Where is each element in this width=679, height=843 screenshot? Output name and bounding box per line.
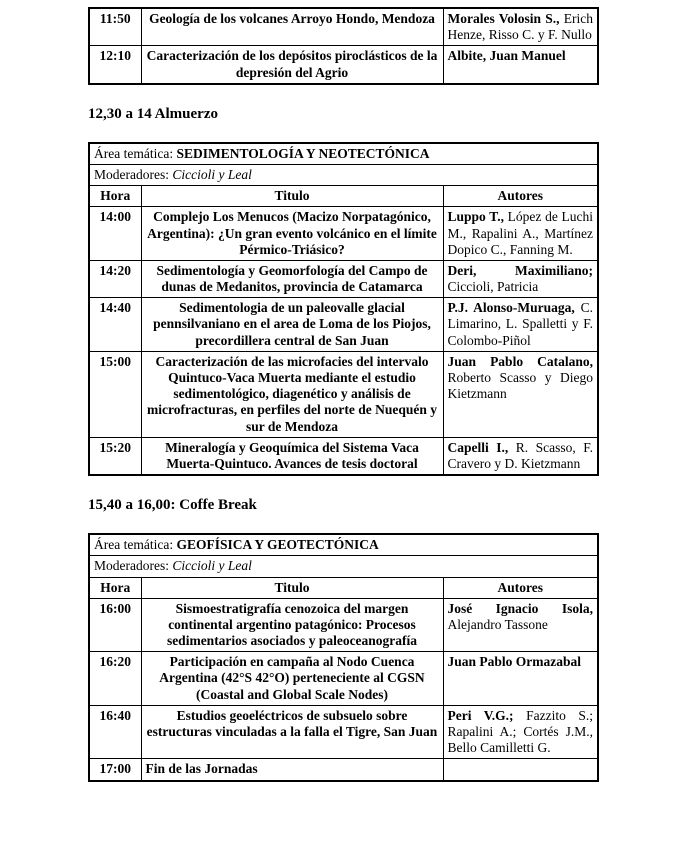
session-time: 12:10	[89, 46, 141, 84]
session-title: Geología de los volcanes Arroyo Hondo, Mendoza	[141, 8, 443, 46]
session-authors-lead: Juan Pablo Catalano,	[447, 353, 593, 369]
area-label: Área temática:	[94, 537, 174, 553]
session-authors-rest: C. Limarino, L. Spalletti y F. Colombo-Piñol	[447, 300, 593, 348]
hora-column-header: Hora	[89, 186, 141, 207]
area-value: GEOFÍSICA Y GEOTECTÓNICA	[176, 537, 379, 553]
session-time: 14:00	[89, 207, 141, 261]
autores-column-header: Autores	[443, 577, 598, 598]
session-authors-rest: Ciccioli, Patricia	[447, 279, 539, 295]
session-time: 17:00	[89, 759, 141, 781]
moderators-row	[89, 556, 598, 577]
area-tematica-row	[89, 143, 598, 165]
session-authors	[443, 207, 598, 261]
moderators-label: Moderadores:	[94, 166, 169, 182]
session-authors-lead: Albite, Juan Manuel	[447, 48, 566, 64]
session-authors	[443, 46, 598, 84]
session-row	[89, 46, 598, 84]
session-row	[89, 598, 598, 652]
session-time: 16:00	[89, 598, 141, 652]
session-time: 14:20	[89, 260, 141, 297]
session-authors	[443, 260, 598, 297]
session-authors-lead: P.J. Alonso-Muruaga,	[447, 300, 575, 316]
session-time: 16:40	[89, 705, 141, 759]
titulo-column-header: Titulo	[141, 577, 443, 598]
moderators-cell	[89, 164, 598, 185]
area-tematica-row	[89, 534, 598, 556]
session-row	[89, 298, 598, 352]
session-row	[89, 351, 598, 437]
session-authors-rest: López de Luchi M., Rapalini A., Martínez Dopico C., Fanning M.	[447, 209, 594, 257]
session-authors-rest: Roberto Scasso y Diego Kietzmann	[447, 370, 593, 402]
session-row	[89, 437, 598, 475]
session-title: Caracterización de los depósitos piroclásticos de la depresión del Agrio	[141, 46, 443, 84]
session-authors-lead: Juan Pablo Ormazabal	[447, 654, 582, 670]
session-authors	[443, 351, 598, 437]
session-authors-lead: Deri, Maximiliano;	[447, 262, 593, 278]
session-authors-lead: Morales Volosin S.,	[447, 11, 560, 26]
session-time: 15:20	[89, 437, 141, 475]
session-row	[89, 652, 598, 706]
session-title: Sismoestratigrafía cenozoica del margen continental argentino patagónico: Procesos sedimentarios asociados y paleoceanografía	[141, 598, 443, 652]
session-authors-rest: Fazzito S.; Rapalini A.; Cortés J.M., Bello Camilletti G.	[447, 707, 594, 756]
session-row	[89, 759, 598, 781]
area-tematica-cell	[89, 143, 598, 165]
column-header-row	[89, 577, 598, 598]
area-label: Área temática:	[94, 145, 174, 161]
page-content	[88, 7, 597, 782]
session-authors	[443, 437, 598, 475]
session-authors-rest: Alejandro Tassone	[447, 616, 548, 632]
session-authors	[443, 8, 598, 46]
session-title: Complejo Los Menucos (Macizo Norpatagónico, Argentina): ¿Un gran evento volcánico en el límite Pérmico-Triásico?	[141, 207, 443, 261]
coffee-break-heading: 15,40 a 16,00: Coffe Break	[88, 497, 257, 514]
session-title: Participación en campaña al Nodo Cuenca Argentina (42°S 42°O) perteneciente al CGSN (Coastal and Global Scale Nodes)	[141, 652, 443, 706]
session-authors	[443, 759, 598, 781]
moderators-value: Ciccioli y Leal	[172, 166, 252, 182]
session-title: Caracterización de las microfacies del intervalo Quintuco-Vaca Muerta mediante el estudio sedimentológico, diagenético y análisis de microfracturas, en perfiles del norte de Nuequén y sur de Mendoza	[141, 351, 443, 437]
session-title: Fin de las Jornadas	[141, 759, 443, 781]
titulo-column-header: Titulo	[141, 186, 443, 207]
session-authors-lead: Luppo T.,	[447, 209, 504, 225]
session-time: 16:20	[89, 652, 141, 706]
session-row	[89, 207, 598, 261]
session-authors-lead: José Ignacio Isola,	[447, 600, 593, 616]
session-row	[89, 260, 598, 297]
session-authors-rest: R. Scasso, F. Cravero y D. Kietzmann	[447, 439, 594, 471]
session-authors-lead: Capelli I.,	[447, 439, 509, 455]
session-title: Sedimentologia de un paleovalle glacial pennsilvaniano en el area de Loma de los Piojos, precordillera central de San Juan	[141, 298, 443, 352]
session-row	[89, 705, 598, 759]
area-value: SEDIMENTOLOGÍA Y NEOTECTÓNICA	[176, 145, 430, 161]
schedule-table-morning	[88, 7, 599, 85]
session-row	[89, 8, 598, 46]
autores-column-header: Autores	[443, 186, 598, 207]
moderators-row	[89, 164, 598, 185]
moderators-label: Moderadores:	[94, 558, 169, 574]
area-tematica-cell	[89, 534, 598, 556]
session-time: 11:50	[89, 8, 141, 46]
session-authors-lead: Peri V.G.;	[447, 707, 514, 723]
lunch-break-heading: 12,30 a 14 Almuerzo	[88, 105, 218, 122]
session-time: 14:40	[89, 298, 141, 352]
session-authors	[443, 598, 598, 652]
session-title: Mineralogía y Geoquímica del Sistema Vaca Muerta-Quintuco. Avances de tesis doctoral	[141, 437, 443, 475]
session-authors-rest: Erich Henze, Risso C. y F. Nullo	[447, 11, 593, 43]
moderators-cell	[89, 556, 598, 577]
session-authors	[443, 298, 598, 352]
session-time: 15:00	[89, 351, 141, 437]
hora-column-header: Hora	[89, 577, 141, 598]
column-header-row	[89, 186, 598, 207]
session-authors	[443, 705, 598, 759]
session-authors	[443, 652, 598, 706]
session-title: Sedimentología y Geomorfología del Campo de dunas de Medanitos, provincia de Catamarca	[141, 260, 443, 297]
schedule-table-geophysics	[88, 533, 599, 781]
session-title: Estudios geoeléctricos de subsuelo sobre estructuras vinculadas a la falla el Tigre, San Juan	[141, 705, 443, 759]
moderators-value: Ciccioli y Leal	[172, 558, 252, 574]
schedule-table-sedimentology	[88, 142, 599, 476]
